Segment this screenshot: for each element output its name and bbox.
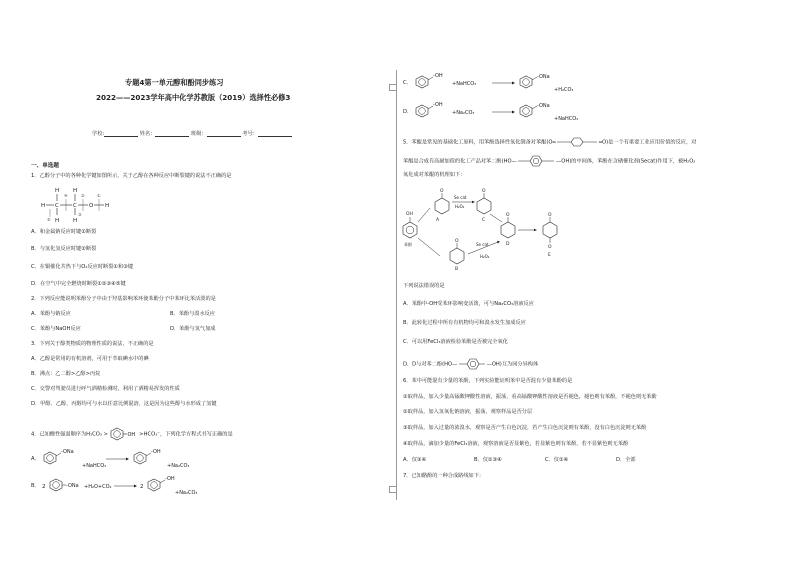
q4-stem-b: >HCO₃⁻，下列化学方程式书写正确的是 — [139, 431, 233, 438]
q4-c-reagent: +NaHCO₃ — [452, 81, 477, 87]
svg-text:OH: OH — [406, 212, 413, 217]
q5-option-d-tail: —OH)互为同分异构体 — [486, 361, 539, 368]
q4-d-product: -ONa — [537, 103, 550, 109]
hydroquinone-ring-icon — [459, 358, 485, 370]
q5-option-d-text: D．D与对苯二酚(HO— — [403, 361, 458, 368]
q4-b-byproduct: +Na₂CO₃ — [175, 490, 198, 496]
svg-text:O: O — [89, 203, 94, 209]
phenol-label: 苯酚 — [404, 242, 412, 247]
quinone-ring-icon — [557, 137, 597, 147]
q5-line1 — [403, 137, 696, 147]
column-divider — [396, 70, 397, 500]
page-subtitle: 2022——2023学年高中化学苏教版（2019）选择性必修3 — [96, 93, 291, 102]
q3-stem: 3．下列关于醇类物质的物理性质的说法，不正确的是 — [31, 341, 154, 347]
svg-text:H: H — [41, 203, 46, 209]
q6-item-1: ①取样品，加入少量高锰酸钾酸性溶液，振荡，看高锰酸钾酸性溶液是否褪色，褪色则有苯酚，不褪色则无苯酚 — [403, 394, 657, 400]
phenol-ring-icon — [110, 427, 138, 441]
q6-item-2: ②取样品，加入氢氧化钠溶液，振荡，观察样品是否分层 — [403, 409, 533, 415]
svg-text:②: ② — [81, 193, 85, 198]
q4-a-product: -OH — [151, 449, 161, 455]
hydroquinone-ring-icon — [518, 155, 554, 167]
svg-text:O: O — [482, 189, 486, 194]
svg-text:O: O — [455, 239, 459, 244]
q5-option-a[interactable]: A．苯酚中-OH受苯环影响变活泼，可与Na₂CO₃溶液反应 — [403, 301, 534, 307]
q4-a-reactant: -ONa — [61, 449, 74, 455]
name-blank[interactable] — [155, 131, 189, 137]
q4-c-label: C． — [403, 80, 412, 86]
q4-d-byproduct: +NaHCO₃ — [554, 116, 579, 122]
q1-option-c[interactable]: C．在铜催化共热下与O₂反应时断裂①和③键 — [31, 264, 134, 270]
q4-c-product: -ONa — [537, 74, 550, 80]
q4-a-label: A． — [31, 456, 40, 462]
q4-a-byproduct: +Na₂CO₃ — [167, 463, 190, 469]
q4-b-reactant: -ONa — [66, 483, 79, 489]
q4-d-reactant: -OH — [433, 102, 443, 108]
svg-text:B: B — [455, 267, 459, 272]
section-heading: 一、单选题 — [31, 163, 59, 169]
svg-text:①: ① — [97, 193, 101, 198]
q3-option-d[interactable]: D．甲醇、乙醇、丙醇均可与水以任意比例混溶，这是因为这些醇与水形成了氢键 — [31, 401, 217, 407]
svg-text:O: O — [506, 213, 510, 218]
q4-b-prod-coef: 2 — [140, 484, 144, 490]
q4-option-a-equation — [42, 446, 242, 472]
q2-option-b[interactable]: B．苯酚与溴水反应 — [170, 311, 216, 317]
class-label: 班级： — [191, 131, 207, 137]
number-blank[interactable] — [258, 131, 292, 137]
q3-option-c[interactable]: C．交警对驾驶员进行呼气酒精检测时，利用了酒精易挥发的性质 — [31, 386, 180, 392]
q4-option-c[interactable] — [403, 80, 412, 86]
binding-marker — [389, 486, 397, 493]
svg-text:O: O — [548, 213, 552, 218]
q4-b-product: -OH — [165, 476, 175, 482]
q4-option-d[interactable] — [403, 109, 412, 115]
q6-item-3: ③取样品，加入过量的浓溴水，观察是否产生白色沉淀，若产生白色沉淀则有苯酚，没有白色沉淀则无苯酚 — [403, 425, 647, 431]
svg-text:A: A — [436, 218, 440, 223]
q6-option-b[interactable]: B．仅①③④ — [474, 457, 502, 463]
q4-d-label: D． — [403, 109, 413, 115]
q5-line1-b: ═O)是一个有重要工业应用价值的反应，对 — [598, 139, 697, 146]
q6-option-a[interactable]: A．仅③④ — [403, 457, 427, 463]
q4-d-reagent: +Na₂CO₃ — [452, 110, 475, 116]
q7-stem: 7．已知酪酚的一种合成路线如下： — [403, 473, 485, 479]
q4-c-byproduct: +H₂CO₃ — [554, 87, 574, 93]
q1-option-a[interactable]: A．和金属钠反应时键①断裂 — [31, 229, 97, 235]
svg-text:⑤: ⑤ — [47, 217, 51, 222]
q4-option-b[interactable] — [31, 483, 40, 489]
q5-line2-a: 苯醌是合成有高耐加值的化工产品对苯二酚(HO— — [403, 158, 517, 165]
svg-text:C: C — [55, 203, 59, 209]
q1-option-d[interactable]: D．在空气中完全燃烧时断裂①②③④⑤键 — [31, 281, 126, 287]
q4-b-coef: 2 — [42, 484, 46, 490]
svg-text:H: H — [55, 218, 60, 224]
q6-option-d[interactable]: D．全部 — [616, 457, 636, 463]
q1-stem: 1．乙醇分子中的各种化学键如图所示，关于乙醇在各种反应中断裂键的说法不正确的是 — [31, 173, 232, 179]
q4-c-reactant: -OH — [433, 73, 443, 79]
class-blank[interactable] — [207, 131, 241, 137]
q4-option-c-equation — [414, 70, 614, 96]
q3-option-a[interactable]: A．乙醇是常用的有机溶剂，可用于萃取碘水中的碘 — [31, 356, 149, 362]
student-info-line — [92, 131, 292, 137]
svg-text:C: C — [73, 203, 77, 209]
svg-text:H₂O₂: H₂O₂ — [455, 204, 465, 209]
svg-text:C: C — [482, 218, 486, 223]
school-label: 学校: — [92, 131, 105, 137]
svg-text:D: D — [506, 242, 510, 247]
intermediate-c — [477, 188, 491, 223]
page-title: 专题4第一单元醇和酚同步练习 — [125, 78, 224, 87]
name-label: 姓名： — [139, 131, 156, 137]
q4-stem-a: 4．已知酸性强弱顺序为H₂CO₃ > — [31, 431, 108, 438]
svg-text:Se cat: Se cat — [454, 195, 467, 200]
school-blank[interactable] — [104, 131, 138, 137]
q5-option-c[interactable]: C．可以用FeCl₃溶液检验苯酚是否被完全氧化 — [403, 339, 508, 345]
svg-text:H: H — [105, 203, 110, 209]
q5-line1-a: 5．苯醌是常见的基础化工原料，用苯酚选择性氧化制备对苯醌(O═ — [403, 139, 556, 146]
number-label: 考号： — [242, 131, 258, 137]
svg-text:③: ③ — [78, 212, 82, 217]
svg-text:H: H — [73, 188, 78, 194]
intermediate-d — [501, 212, 515, 247]
q2-stem: 2．下列反应能说明苯酚分子中由于羟基影响苯环使苯酚分子中苯环比苯活泼的是 — [31, 296, 216, 302]
q5-mechanism-scheme — [400, 184, 570, 270]
q5-question: 下列说法错误的是 — [403, 283, 445, 289]
svg-text:E: E — [548, 253, 551, 258]
q4-option-b-equation — [42, 473, 252, 499]
q2-option-c[interactable]: C．苯酚与NaOH反应 — [31, 326, 81, 332]
q4-option-d-equation — [414, 99, 614, 125]
svg-text:Se cat: Se cat — [476, 242, 489, 247]
ethanol-structure — [33, 185, 123, 225]
q5-option-d[interactable] — [403, 358, 538, 370]
q4-stem — [31, 427, 233, 441]
q5-option-b[interactable]: B．此转化过程中所有有机物均可和溴水发生加成反应 — [403, 320, 526, 326]
q6-item-4: ④取样品，滴加少量的FeCl₃溶液，观察溶液是否显紫色，若显紫色则有苯酚，若不显紫色则无苯酚 — [403, 441, 629, 447]
svg-text:H₂O₂: H₂O₂ — [480, 254, 490, 259]
svg-text:④: ④ — [64, 193, 68, 198]
q5-line3: 氧化成对苯醌的机理如下： — [403, 172, 466, 178]
intermediate-a — [435, 188, 449, 223]
q4-a-reagent: +NaHCO₃ — [82, 463, 107, 469]
phenol-structure — [403, 211, 417, 247]
q4-option-a[interactable] — [31, 456, 40, 462]
svg-text:H: H — [73, 218, 78, 224]
q6-stem: 6．苯中可能混有少量的苯酚，下列实验能证明苯中是否混有少量苯酚的是 — [403, 378, 573, 384]
svg-text:H: H — [55, 188, 60, 194]
q2-option-a[interactable]: A．苯酚与钠反应 — [31, 311, 71, 317]
q4-b-label: B． — [31, 483, 40, 489]
svg-text:O: O — [548, 245, 552, 250]
q6-option-c[interactable]: C．仅①④ — [545, 457, 569, 463]
intermediate-b — [450, 238, 464, 272]
svg-text:OH: OH — [127, 432, 135, 438]
q5-line2 — [403, 155, 695, 167]
svg-text:O: O — [440, 189, 444, 194]
q2-option-d[interactable]: D．苯酚与氢气加成 — [170, 326, 216, 332]
q3-option-b[interactable]: B．沸点：乙二醇>乙醇>丙烷 — [31, 371, 101, 377]
q4-b-reagent: +H₂O+CO₂ — [84, 484, 112, 490]
q5-line2-b: —OH)的中间体，苯酚在含硒催化剂(Secat)作用下，被H₂O₂ — [556, 158, 696, 165]
binding-marker — [389, 84, 397, 91]
product-e — [543, 212, 557, 258]
q1-option-b[interactable]: B．与氢化氢反应时键②断裂 — [31, 246, 97, 252]
